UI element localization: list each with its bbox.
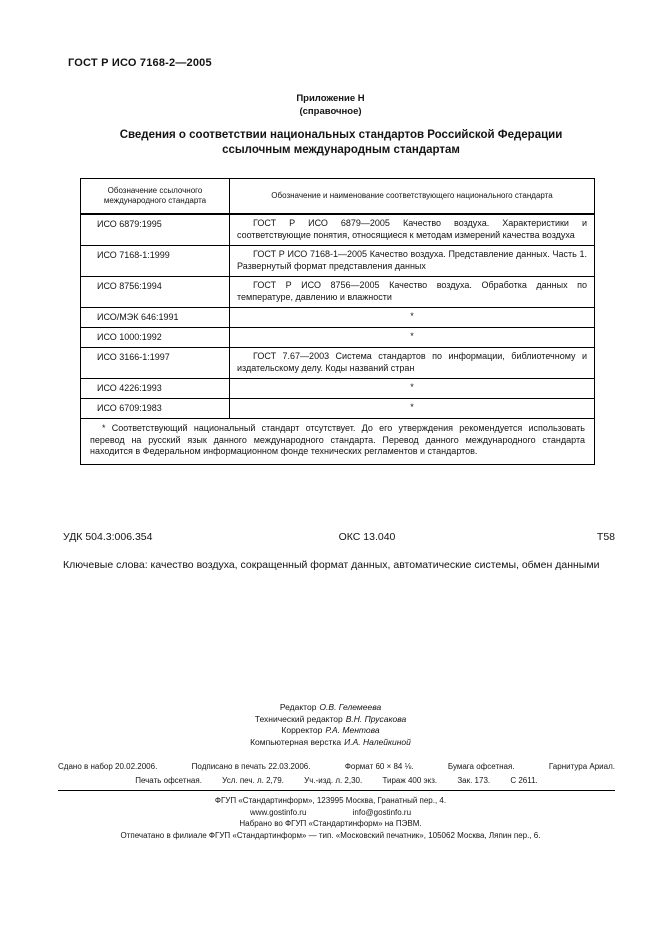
imprint-item: Печать офсетная. [135,776,202,785]
staff-line [0,725,661,737]
national-standard-cell: ГОСТ 7.67—2003 Система стандартов по информации, библиотечному и издательскому делу. Коды названий стран [229,348,594,378]
horizontal-divider [58,790,615,791]
table-row [81,348,594,379]
imprint-item: Сдано в набор 20.02.2006. [58,762,158,771]
national-standard-cell: * [229,308,594,327]
correspondence-table [80,178,595,465]
national-standard-cell: ГОСТ Р ИСО 6879—2005 Качество воздуха. Характеристики и соответствующие понятия, относящиеся к методам измерений качества воздуха [229,215,594,245]
staff-role: Корректор [281,725,323,735]
intl-standard-cell: ИСО 4226:1993 [97,383,162,393]
table-row [81,399,594,419]
page-title [36,128,646,158]
udk-code: УДК 504.3:006.354 [63,531,153,543]
imprint-line1 [58,760,615,774]
imprint-item: Формат 60 × 84 ⅛. [344,762,414,771]
staff-name: В.Н. Прусакова [345,713,407,724]
publisher-website: www.gostinfo.ru [249,807,307,817]
staff-name: О.В. Гелемеева [319,702,382,712]
page-title-line1: Сведения о соответствии национальных стандартов Российской Федерации [119,129,563,141]
column-header-national: Обозначение и наименование соответствующего национального стандарта [229,179,594,213]
table-row [81,308,594,328]
staff-name: И.А. Налейкиной [344,736,411,747]
publisher-printed-note: Отпечатано в филиале ФГУП «Стандартинформ» — тип. «Московский печатник», 105062 Москва, Ляпин пер., 6. [120,830,541,840]
imprint-item: Гарнитура Ариал. [548,762,615,771]
column-header-international: Обозначение ссылочного международного стандарта [103,185,207,205]
imprint-item: Усл. печ. л. 2,79. [222,776,284,785]
staff-line [0,702,661,714]
publisher-block [0,795,661,841]
document-number: ГОСТ Р ИСО 7168-2—2005 [68,57,212,69]
subject-code: Т58 [596,531,615,543]
intl-standard-cell: ИСО 7168-1:1999 [97,250,170,260]
annex-label: Приложение Н [296,93,365,104]
intl-standard-cell: ИСО 3166-1:1997 [97,352,170,362]
imprint-item: Подписано в печать 22.03.2006. [191,762,311,771]
publisher-typeset-note: Набрано во ФГУП «Стандартинформ» на ПЭВМ. [239,819,422,828]
table-row [81,215,594,246]
intl-standard-cell: ИСО 6709:1983 [97,403,162,413]
publisher-address: ФГУП «Стандартинформ», 123995 Москва, Гранатный пер., 4. [214,796,447,805]
imprint-item: Зак. 173. [457,776,491,785]
national-standard-cell: * [229,328,594,347]
table-header-row [81,179,594,215]
imprint-line2 [58,774,615,788]
national-standard-cell: ГОСТ Р ИСО 8756—2005 Качество воздуха. Обработка данных по температуре, давлению и влажности [229,277,594,307]
publisher-email: info@gostinfo.ru [352,807,412,817]
table-row [81,246,594,277]
staff-role: Технический редактор [254,713,343,724]
imprint-item: Бумага офсетная. [447,762,515,771]
annex-heading [0,92,661,118]
keywords-paragraph: Ключевые слова: качество воздуха, сокращенный формат данных, автоматические системы, обмен данными [63,559,600,571]
staff-role: Редактор [279,702,317,712]
imprint-block [58,760,615,788]
annex-kind: (справочное) [299,106,362,117]
intl-standard-cell: ИСО 8756:1994 [97,281,162,291]
imprint-item: Уч.-изд. л. 2,30. [304,776,363,785]
staff-line [0,737,661,749]
table-row [81,379,594,399]
table-row [81,277,594,308]
imprint-item: С 2611. [510,776,538,785]
staff-role: Компьютерная верстка [250,736,342,747]
imprint-item: Тираж 400 экз. [382,776,438,785]
national-standard-cell: * [229,379,594,398]
classification-row [63,531,615,543]
table-row [81,328,594,348]
intl-standard-cell: ИСО 6879:1995 [97,219,162,229]
intl-standard-cell: ИСО 1000:1992 [97,332,162,342]
staff-line [0,714,661,726]
national-standard-cell: * [229,399,594,418]
table-footnote: * Соответствующий национальный стандарт отсутствует. До его утверждения рекомендуется использовать перевод на русский язык данного международного стандарта. Перевод данного международного стандарта находится в Федеральном информационном фонде технических регламентов и стандартов. [90,423,585,456]
national-standard-cell: ГОСТ Р ИСО 7168-1—2005 Качество воздуха. Представление данных. Часть 1. Развернутый формат представления данных [229,246,594,276]
staff-name: Р.А. Ментова [325,725,380,735]
page-title-line2: ссылочным международным стандартам [222,144,460,156]
publisher-contacts [0,807,661,819]
oks-code: ОКС 13.040 [338,531,396,543]
staff-credits [0,702,661,748]
intl-standard-cell: ИСО/МЭК 646:1991 [97,312,179,322]
